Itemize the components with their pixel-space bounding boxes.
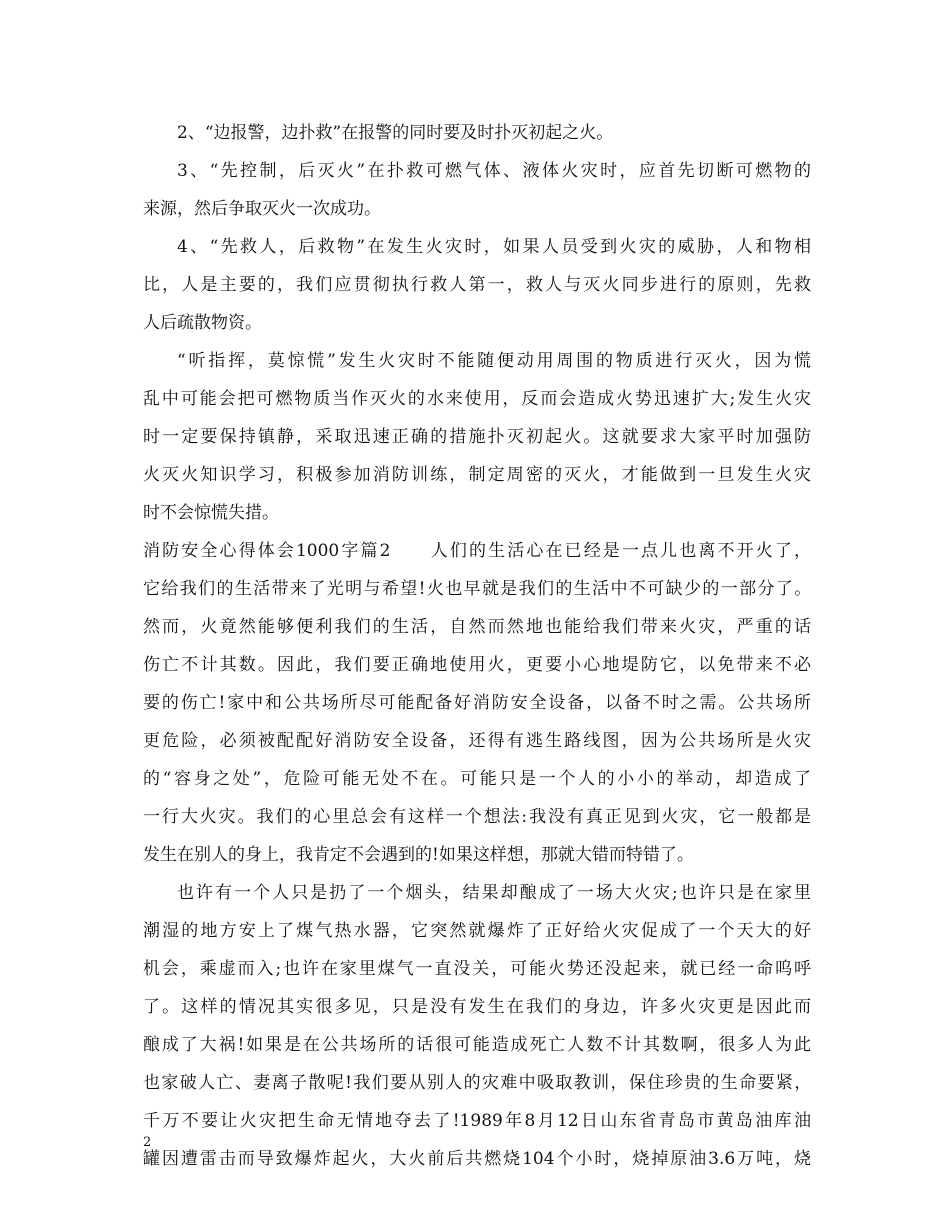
text-line: 乱中可能会把可燃物质当作灭火的水来使用，反而会造成火势迅速扩大;发生火灾: [143, 389, 811, 409]
text-line: 来源，然后争取灭火一次成功。: [143, 199, 381, 219]
text-line: 酿成了大祸!如果是在公共场所的话很可能造成死亡人数不计其数啊，很多人为此: [143, 1035, 811, 1055]
text-line: 发生在别人的身上，我肯定不会遇到的!如果这样想，那就大错而特错了。: [143, 845, 694, 865]
text-line: 机会，乘虚而入;也许在家里煤气一直没关，可能火势还没起来，就已经一命呜呼: [143, 959, 811, 979]
text-line: “听指挥，莫惊慌”发生火灾时不能随便动用周围的物质进行灭火，因为慌: [177, 351, 811, 371]
text-line: 要的伤亡!家中和公共场所尽可能配备好消防安全设备，以备不时之需。公共场所: [143, 693, 811, 713]
text-line: 潮湿的地方安上了煤气热水器，它突然就爆炸了正好给火灾促成了一个天大的好: [143, 921, 811, 941]
text-line: 3、“先控制，后灭火”在扑救可燃气体、液体火灾时，应首先切断可燃物的: [177, 161, 811, 181]
text-line: 了。这样的情况其实很多见，只是没有发生在我们的身边，许多火灾更是因此而: [143, 997, 811, 1017]
text-line: 更危险，必须被配配好消防安全设备，还得有逃生路线图，因为公共场所是火灾: [143, 731, 811, 751]
text-line: 比，人是主要的，我们应贯彻执行救人第一，救人与灭火同步进行的原则，先救: [143, 275, 811, 295]
text-line: 伤亡不计其数。因此，我们要正确地使用火，更要小心地堤防它，以免带来不必: [143, 655, 811, 675]
text-line: 火灭火知识学习，积极参加消防训练，制定周密的灭火，才能做到一旦发生火灾: [143, 465, 811, 485]
text-line: 4、“先救人，后救物”在发生火灾时，如果人员受到火灾的威胁，人和物相: [177, 237, 811, 257]
text-line: 时不会惊慌失措。: [143, 503, 279, 523]
body-text: [143, 114, 811, 1178]
text-line: 消防安全心得体会1000字篇2 人们的生活心在已经是一点儿也离不开火了，: [143, 541, 811, 561]
text-line: 它给我们的生活带来了光明与希望!火也早就是我们的生活中不可缺少的一部分了。: [143, 579, 811, 599]
text-line: 时一定要保持镇静，采取迅速正确的措施扑灭初起火。这就要求大家平时加强防: [143, 427, 811, 447]
text-line: 的“容身之处”，危险可能无处不在。可能只是一个人的小小的举动，却造成了: [143, 769, 811, 789]
text-line: 也许有一个人只是扔了一个烟头，结果却酿成了一场大火灾;也许只是在家里: [177, 883, 811, 903]
text-line: 千万不要让火灾把生命无情地夺去了!1989年8月12日山东省青岛市黄岛油库油: [143, 1111, 811, 1131]
text-line: 罐因遭雷击而导致爆炸起火，大火前后共燃烧104个小时，烧掉原油3.6万吨，烧: [143, 1149, 811, 1169]
text-line: 2、“边报警，边扑救”在报警的同时要及时扑灭初起之火。: [177, 123, 614, 143]
page-number: 2: [143, 1135, 152, 1150]
text-line: 然而，火竟然能够便利我们的生活，自然而然地也能给我们带来火灾，严重的话: [143, 617, 811, 637]
text-line: 人后疏散物资。: [143, 313, 262, 333]
text-line: 也家破人亡、妻离子散呢!我们要从别人的灾难中吸取教训，保住珍贵的生命要紧，: [143, 1073, 811, 1093]
text-line: 一行大火灾。我们的心里总会有这样一个想法:我没有真正见到火灾，它一般都是: [143, 807, 811, 827]
